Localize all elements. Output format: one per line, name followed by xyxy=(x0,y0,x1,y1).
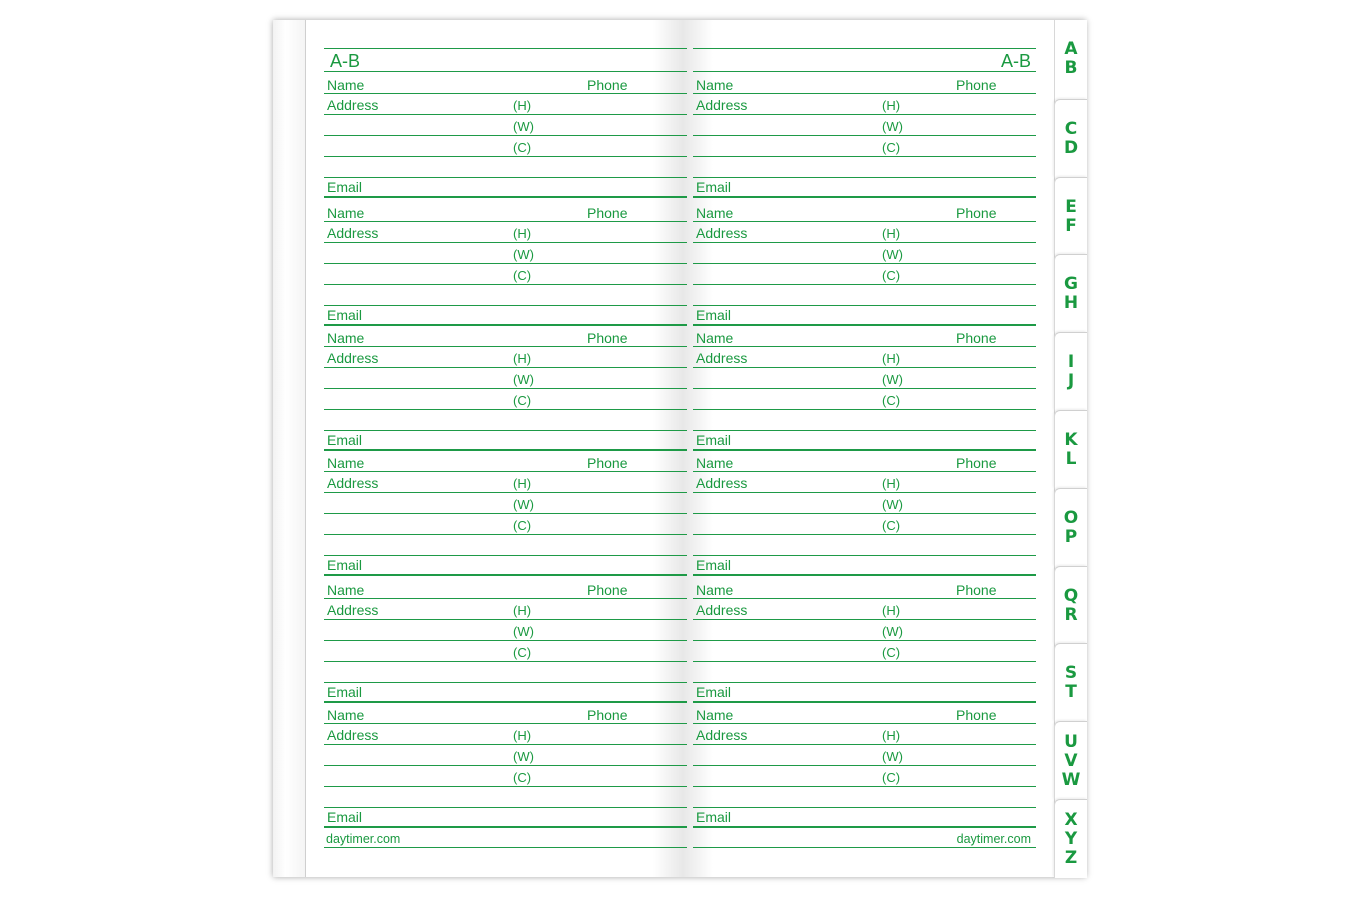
work-phone-label: (W) xyxy=(513,119,534,134)
tab-letter: F xyxy=(1065,216,1077,236)
address-line[interactable] xyxy=(324,242,687,243)
address-line[interactable] xyxy=(324,114,687,115)
work-line[interactable] xyxy=(693,513,1036,514)
footer-url: daytimer.com xyxy=(326,832,401,846)
section-title: A-B xyxy=(1000,51,1031,71)
name-line[interactable] xyxy=(693,221,1036,222)
name-label: Name xyxy=(696,582,734,598)
email-label: Email xyxy=(327,179,363,195)
cell-phone-label: (C) xyxy=(513,770,532,785)
phone-label: Phone xyxy=(587,707,628,723)
home-phone-label: (H) xyxy=(513,351,532,366)
home-phone-label: (H) xyxy=(882,603,901,618)
home-phone-label: (H) xyxy=(513,226,532,241)
cell-line[interactable] xyxy=(324,786,687,787)
page-binding xyxy=(273,20,306,877)
email-line[interactable] xyxy=(324,701,687,703)
header-rule xyxy=(693,48,1036,49)
email-label: Email xyxy=(327,684,363,700)
tab-letter: A xyxy=(1064,39,1078,59)
name-label: Name xyxy=(696,707,734,723)
blank-line[interactable] xyxy=(693,305,1036,306)
name-line[interactable] xyxy=(693,346,1036,347)
address-label: Address xyxy=(327,727,379,743)
email-label: Email xyxy=(696,179,732,195)
cell-phone-label: (C) xyxy=(882,645,901,660)
email-line[interactable] xyxy=(324,826,687,828)
tab-kl[interactable] xyxy=(1054,410,1087,489)
address-entry xyxy=(324,328,687,448)
email-label: Email xyxy=(696,307,732,323)
home-phone-label: (H) xyxy=(882,226,901,241)
tab-letter: H xyxy=(1063,293,1079,313)
phone-label: Phone xyxy=(956,77,997,93)
address-entry xyxy=(693,453,1036,573)
name-label: Name xyxy=(696,455,734,471)
address-label: Address xyxy=(696,225,748,241)
home-phone-label: (H) xyxy=(513,476,532,491)
email-label: Email xyxy=(327,557,363,573)
tab-letter: G xyxy=(1064,274,1078,294)
work-phone-label: (W) xyxy=(513,624,534,639)
blank-line[interactable] xyxy=(693,177,1036,178)
tab-letter: S xyxy=(1064,663,1078,683)
cell-phone-label: (C) xyxy=(882,770,901,785)
cell-phone-label: (C) xyxy=(882,518,901,533)
address-line[interactable] xyxy=(693,367,1036,368)
cell-line[interactable] xyxy=(693,786,1036,787)
left-page xyxy=(324,20,687,877)
name-line[interactable] xyxy=(324,598,687,599)
name-line[interactable] xyxy=(693,93,1036,94)
address-label: Address xyxy=(327,475,379,491)
address-label: Address xyxy=(696,727,748,743)
tab-letter: L xyxy=(1065,449,1077,469)
address-entry xyxy=(693,203,1036,323)
email-line[interactable] xyxy=(324,449,687,451)
email-label: Email xyxy=(327,432,363,448)
work-line[interactable] xyxy=(324,263,687,264)
phone-label: Phone xyxy=(956,455,997,471)
cell-phone-label: (C) xyxy=(882,393,901,408)
tab-letter: Y xyxy=(1064,828,1078,849)
cell-phone-label: (C) xyxy=(513,140,532,155)
address-label: Address xyxy=(327,97,379,113)
email-label: Email xyxy=(696,684,732,700)
cell-phone-label: (C) xyxy=(513,393,532,408)
email-line[interactable] xyxy=(324,196,687,198)
blank-line[interactable] xyxy=(324,555,687,556)
name-line[interactable] xyxy=(693,598,1036,599)
phone-label: Phone xyxy=(587,205,628,221)
name-line[interactable] xyxy=(324,723,687,724)
email-label: Email xyxy=(327,307,363,323)
email-line[interactable] xyxy=(693,324,1036,326)
address-entry xyxy=(324,580,687,700)
header-rule xyxy=(324,48,687,49)
address-line[interactable] xyxy=(324,367,687,368)
blank-line[interactable] xyxy=(324,177,687,178)
blank-line[interactable] xyxy=(693,430,1036,431)
cell-line[interactable] xyxy=(693,409,1036,410)
email-line[interactable] xyxy=(693,826,1036,828)
home-phone-label: (H) xyxy=(882,728,901,743)
name-line[interactable] xyxy=(693,723,1036,724)
tab-qr[interactable] xyxy=(1054,566,1087,645)
work-phone-label: (W) xyxy=(882,749,903,764)
tab-letter: P xyxy=(1064,527,1078,547)
work-line[interactable] xyxy=(693,388,1036,389)
email-line[interactable] xyxy=(324,324,687,326)
home-phone-label: (H) xyxy=(882,476,901,491)
address-entry xyxy=(324,453,687,573)
phone-label: Phone xyxy=(956,707,997,723)
tab-ab[interactable] xyxy=(1054,20,1087,98)
cell-phone-label: (C) xyxy=(513,518,532,533)
tab-letter: Q xyxy=(1063,586,1079,606)
header-rule-bottom xyxy=(693,71,1036,72)
address-label: Address xyxy=(696,475,748,491)
blank-line[interactable] xyxy=(693,807,1036,808)
email-line[interactable] xyxy=(324,574,687,576)
cell-line[interactable] xyxy=(693,284,1036,285)
work-phone-label: (W) xyxy=(513,497,534,512)
work-phone-label: (W) xyxy=(882,624,903,639)
tab-letter: R xyxy=(1064,605,1078,625)
work-phone-label: (W) xyxy=(882,497,903,512)
name-label: Name xyxy=(327,455,365,471)
address-entry xyxy=(693,75,1036,195)
footer-url: daytimer.com xyxy=(956,832,1031,846)
tab-letter: K xyxy=(1064,430,1078,450)
blank-line[interactable] xyxy=(693,682,1036,683)
phone-label: Phone xyxy=(587,582,628,598)
address-entry xyxy=(693,705,1036,825)
address-line[interactable] xyxy=(693,619,1036,620)
tab-letter: O xyxy=(1063,508,1079,528)
work-phone-label: (W) xyxy=(882,372,903,387)
footer-rule xyxy=(693,847,1036,848)
name-label: Name xyxy=(696,330,734,346)
work-line[interactable] xyxy=(324,765,687,766)
name-label: Name xyxy=(327,330,365,346)
work-line[interactable] xyxy=(324,388,687,389)
tab-letter: J xyxy=(1067,371,1075,391)
email-line[interactable] xyxy=(693,449,1036,451)
work-phone-label: (W) xyxy=(882,119,903,134)
phone-label: Phone xyxy=(587,330,628,346)
address-label: Address xyxy=(327,602,379,618)
phone-label: Phone xyxy=(587,455,628,471)
tab-ij[interactable] xyxy=(1054,332,1087,411)
address-entry xyxy=(324,203,687,323)
blank-line[interactable] xyxy=(324,305,687,306)
tab-letter: T xyxy=(1065,682,1077,702)
cell-line[interactable] xyxy=(324,534,687,535)
cell-line[interactable] xyxy=(324,284,687,285)
tab-letter: Z xyxy=(1064,847,1078,868)
cell-phone-label: (C) xyxy=(513,645,532,660)
name-label: Name xyxy=(696,205,734,221)
name-label: Name xyxy=(327,205,365,221)
name-label: Name xyxy=(327,77,365,93)
address-label: Address xyxy=(696,97,748,113)
tab-cd[interactable] xyxy=(1054,99,1087,178)
name-line[interactable] xyxy=(693,471,1036,472)
home-phone-label: (H) xyxy=(882,351,901,366)
name-line[interactable] xyxy=(324,93,687,94)
work-line[interactable] xyxy=(324,640,687,641)
work-line[interactable] xyxy=(693,765,1036,766)
tab-letter: C xyxy=(1064,119,1078,139)
work-line[interactable] xyxy=(693,263,1036,264)
tab-letter: U xyxy=(1064,731,1078,752)
email-label: Email xyxy=(696,809,732,825)
blank-line[interactable] xyxy=(693,555,1036,556)
address-label: Address xyxy=(696,602,748,618)
name-line[interactable] xyxy=(324,346,687,347)
blank-line[interactable] xyxy=(324,430,687,431)
cell-line[interactable] xyxy=(324,661,687,662)
tab-letter: X xyxy=(1064,809,1078,830)
cell-line[interactable] xyxy=(693,534,1036,535)
address-entry xyxy=(693,328,1036,448)
tab-letter: B xyxy=(1064,58,1078,78)
address-line[interactable] xyxy=(693,242,1036,243)
home-phone-label: (H) xyxy=(513,603,532,618)
name-label: Name xyxy=(327,582,365,598)
work-line[interactable] xyxy=(693,135,1036,136)
header-rule-bottom xyxy=(324,71,687,72)
work-phone-label: (W) xyxy=(882,247,903,262)
tab-ef[interactable] xyxy=(1054,177,1087,256)
name-label: Name xyxy=(327,707,365,723)
address-line[interactable] xyxy=(693,114,1036,115)
right-page xyxy=(693,20,1036,877)
name-line[interactable] xyxy=(324,471,687,472)
email-line[interactable] xyxy=(693,701,1036,703)
email-label: Email xyxy=(327,809,363,825)
work-phone-label: (W) xyxy=(513,749,534,764)
cell-line[interactable] xyxy=(693,156,1036,157)
email-label: Email xyxy=(696,432,732,448)
tab-st[interactable] xyxy=(1054,643,1087,722)
address-line[interactable] xyxy=(324,744,687,745)
cell-line[interactable] xyxy=(324,409,687,410)
cell-line[interactable] xyxy=(693,661,1036,662)
address-label: Address xyxy=(696,350,748,366)
address-label: Address xyxy=(327,225,379,241)
address-line[interactable] xyxy=(324,619,687,620)
cell-phone-label: (C) xyxy=(882,268,901,283)
cell-line[interactable] xyxy=(324,156,687,157)
address-book-spread xyxy=(273,20,1086,877)
email-label: Email xyxy=(696,557,732,573)
work-phone-label: (W) xyxy=(513,247,534,262)
tab-letter: E xyxy=(1065,197,1077,217)
tab-op[interactable] xyxy=(1054,488,1087,567)
name-label: Name xyxy=(696,77,734,93)
address-entry xyxy=(324,75,687,195)
tab-letter: V xyxy=(1064,750,1078,771)
phone-label: Phone xyxy=(956,205,997,221)
footer-rule xyxy=(324,847,687,848)
tab-xyz[interactable] xyxy=(1054,799,1087,878)
address-line[interactable] xyxy=(324,492,687,493)
home-phone-label: (H) xyxy=(882,98,901,113)
section-title: A-B xyxy=(330,51,361,71)
name-line[interactable] xyxy=(324,221,687,222)
home-phone-label: (H) xyxy=(513,728,532,743)
tab-uvw[interactable] xyxy=(1054,721,1087,800)
address-label: Address xyxy=(327,350,379,366)
phone-label: Phone xyxy=(956,330,997,346)
email-line[interactable] xyxy=(693,574,1036,576)
home-phone-label: (H) xyxy=(513,98,532,113)
email-line[interactable] xyxy=(693,196,1036,198)
tab-letter: D xyxy=(1063,138,1079,158)
work-line[interactable] xyxy=(693,640,1036,641)
work-line[interactable] xyxy=(324,135,687,136)
cell-phone-label: (C) xyxy=(513,268,532,283)
blank-line[interactable] xyxy=(324,807,687,808)
address-line[interactable] xyxy=(693,744,1036,745)
tab-letter: I xyxy=(1067,352,1075,372)
cell-phone-label: (C) xyxy=(882,140,901,155)
phone-label: Phone xyxy=(956,582,997,598)
address-entry xyxy=(693,580,1036,700)
work-line[interactable] xyxy=(324,513,687,514)
blank-line[interactable] xyxy=(324,682,687,683)
tab-letter: W xyxy=(1061,769,1081,790)
tab-gh[interactable] xyxy=(1054,254,1087,333)
address-line[interactable] xyxy=(693,492,1036,493)
address-entry xyxy=(324,705,687,825)
phone-label: Phone xyxy=(587,77,628,93)
work-phone-label: (W) xyxy=(513,372,534,387)
